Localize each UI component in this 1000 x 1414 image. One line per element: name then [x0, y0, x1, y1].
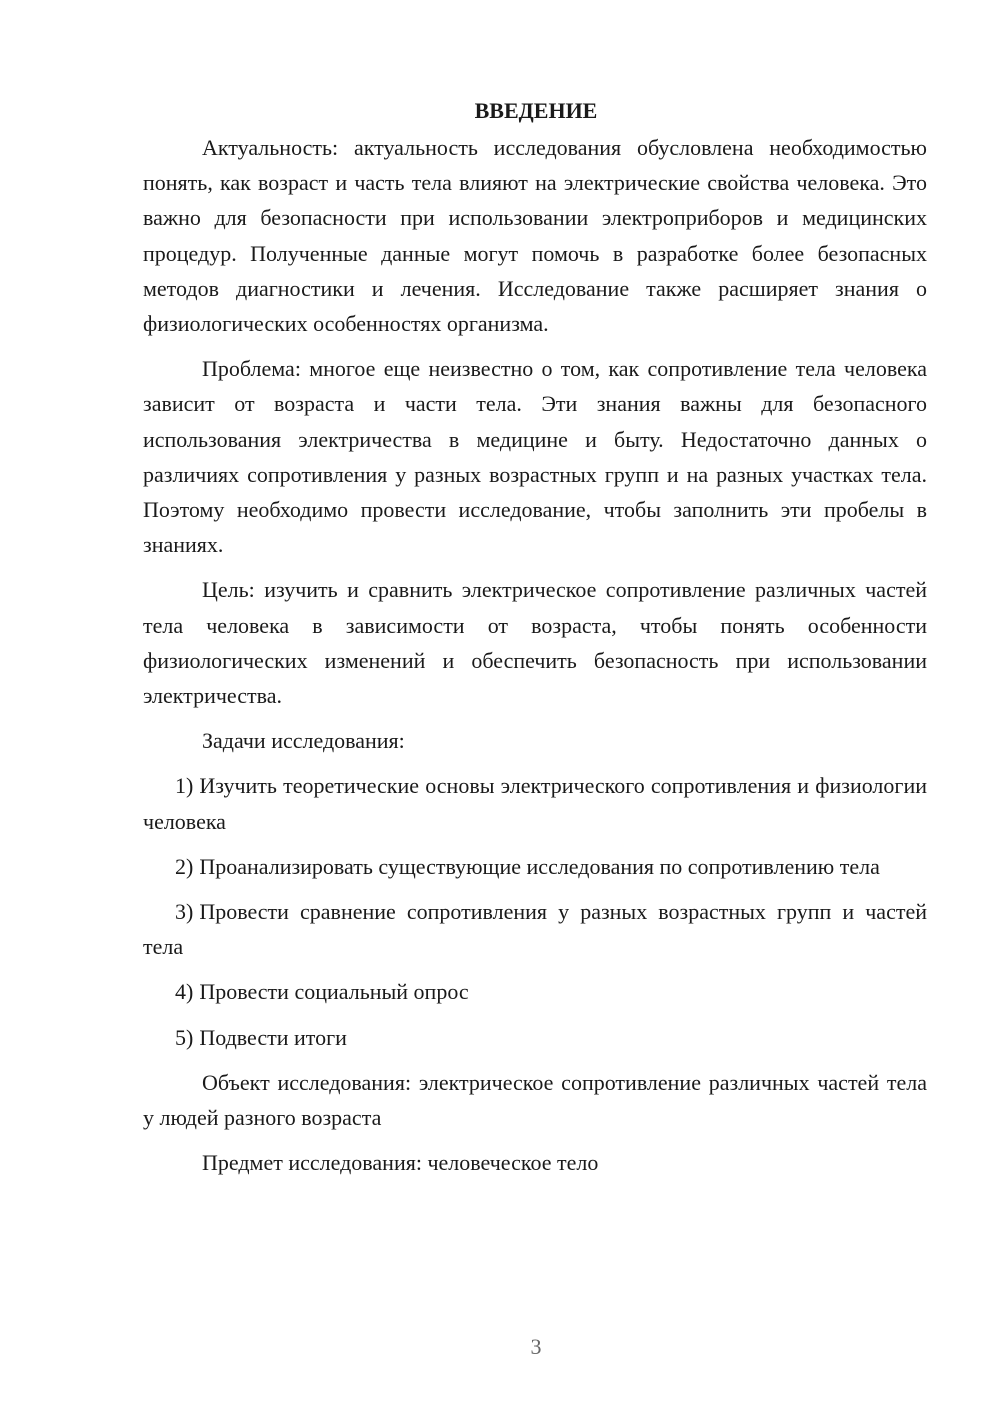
task-number: 1)	[175, 773, 194, 799]
task-item	[143, 849, 927, 884]
goal-paragraph: Цель: изучить и сравнить электрическое сопротивление различных частей тела человека в зависимости от возраста, чтобы понять особенности физиологических изменений и обеспечить безопасность при использовании электричества.	[143, 577, 927, 709]
task-item	[143, 768, 927, 838]
subject-paragraph: Предмет исследования: человеческое тело	[202, 1150, 599, 1176]
problem-paragraph: Проблема: многое еще неизвестно о том, как сопротивление тела человека зависит от возраста и части тела. Эти знания важны для безопасного использования электричества в медицине и быту. Недостаточно данных о различиях сопротивления у разных возрастных групп и на разных участках тела. Поэтому необходимо провести исследование, чтобы заполнить эти пробелы в знаниях.	[143, 356, 927, 558]
task-item	[143, 974, 927, 1009]
section-heading: ВВЕДЕНИЕ	[474, 98, 598, 123]
task-number: 4)	[175, 979, 194, 1005]
task-text: Изучить теоретические основы электрического сопротивления и физиологии человека	[143, 773, 927, 834]
task-text: Подвести итоги	[199, 1024, 347, 1050]
page-content	[143, 96, 927, 1190]
task-item	[143, 1020, 927, 1055]
object-paragraph: Объект исследования: электрическое сопротивление различных частей тела у людей разного возраста	[143, 1069, 927, 1131]
task-text: Провести сравнение сопротивления у разных возрастных групп и частей тела	[143, 899, 927, 960]
task-number: 3)	[175, 899, 194, 925]
task-number: 2)	[175, 853, 194, 879]
task-text: Провести социальный опрос	[199, 979, 469, 1005]
relevance-paragraph: Актуальность: актуальность исследования обусловлена необходимостью понять, как возраст и часть тела влияют на электрические свойства человека. Это важно для безопасности при использовании электроприборов и медицинских процедур. Полученные данные могут помочь в разработке более безопасных методов диагностики и лечения. Исследование также расширяет знания о физиологических особенностях организма.	[143, 135, 927, 337]
page-number: 3	[530, 1334, 542, 1359]
tasks-title: Задачи исследования:	[202, 728, 405, 754]
task-number: 5)	[175, 1024, 194, 1050]
task-text: Проанализировать существующие исследования по сопротивлению тела	[199, 853, 880, 879]
task-item	[143, 894, 927, 964]
